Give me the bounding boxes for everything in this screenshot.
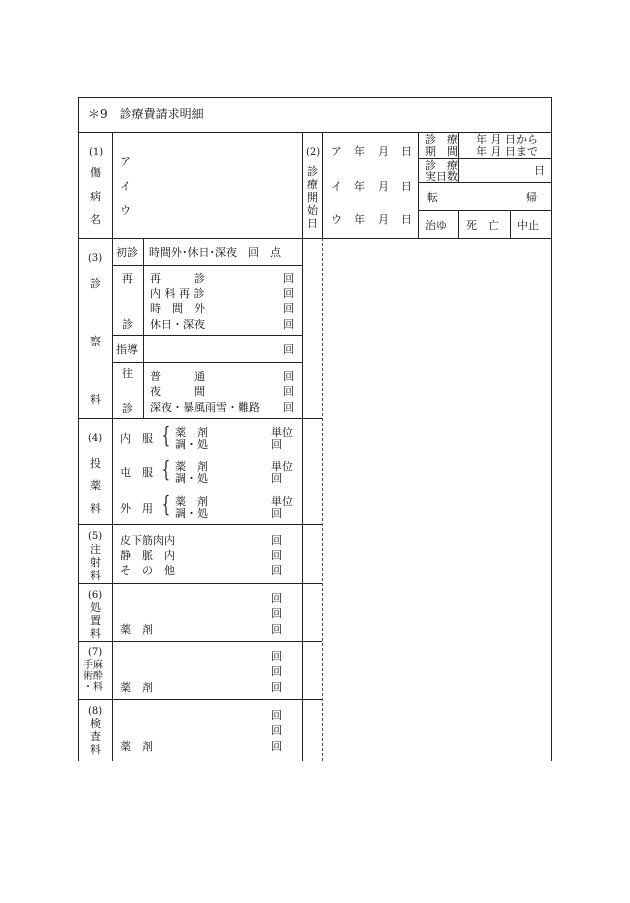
start-date-year[interactable]: 年: [354, 145, 365, 158]
treatment-label-char: 料: [90, 627, 101, 640]
form-title: ＊9 診療費請求明細: [88, 107, 204, 121]
outcome-discontinued[interactable]: 中止: [517, 219, 539, 232]
detail-column-divider: [302, 238, 303, 761]
medication-item: 薬 剤: [175, 426, 208, 439]
medication-item: 薬 剤: [175, 495, 208, 508]
revisit-count-unit[interactable]: 回: [283, 287, 294, 300]
start-date-month[interactable]: 月: [378, 213, 389, 226]
start-date-day[interactable]: 日: [401, 180, 412, 193]
period-to[interactable]: 年 月 日まで: [476, 145, 538, 158]
first-visit-text[interactable]: 時間外･休日･深夜 回 点: [149, 246, 281, 259]
consult-label-char: 診: [90, 277, 101, 290]
brace-icon: {: [161, 424, 171, 449]
start-date-day[interactable]: 日: [401, 213, 412, 226]
start-date-year[interactable]: 年: [354, 180, 365, 193]
days-label: 実日数: [425, 170, 458, 183]
start-date-label-char: 診: [307, 165, 318, 178]
start-date-month[interactable]: 月: [378, 180, 389, 193]
exam-count-unit[interactable]: 回: [271, 724, 282, 737]
medication-label-number: (4): [88, 433, 103, 444]
home-visit-label: 診: [122, 402, 133, 415]
period-row-line-3: [418, 210, 551, 211]
start-date-prefix: ウ: [331, 213, 342, 226]
start-date-prefix: イ: [331, 180, 342, 193]
disease-label-number: (1): [89, 147, 104, 158]
treatment-count-unit[interactable]: 回: [271, 592, 282, 605]
medication-item: 調・処: [175, 438, 208, 451]
medication-label-char: 投: [90, 457, 101, 470]
disease-label-divider: [112, 132, 113, 238]
period-from[interactable]: 年 月 日から: [476, 133, 538, 146]
brace-icon: {: [161, 493, 171, 518]
medication-unit[interactable]: 単位: [271, 460, 293, 473]
revisit-label: 再: [122, 272, 133, 285]
home-visit-item: 普 通: [150, 370, 205, 383]
injection-label-char: 注: [90, 543, 101, 556]
home-visit-label: 往: [122, 367, 133, 380]
injection-item: 皮下筋肉内: [120, 534, 175, 547]
surgery-label-number: (7): [88, 647, 103, 658]
section-boundary-line: [78, 641, 322, 642]
surgery-count-unit[interactable]: 回: [271, 665, 282, 678]
disease-item-a[interactable]: ア: [120, 155, 131, 168]
consult-label-number: (3): [88, 253, 103, 264]
start-date-label-char: 開: [307, 191, 318, 204]
disease-item-u[interactable]: ウ: [120, 204, 131, 217]
medication-group-name: 屯 服: [120, 466, 153, 479]
medication-label-char: 料: [90, 502, 101, 515]
injection-item: そ の 他: [120, 564, 175, 577]
revisit-item: 内 科 再 診: [150, 287, 205, 300]
injection-item: 静 脈 内: [120, 549, 175, 562]
surgery-count-unit[interactable]: 回: [271, 681, 282, 694]
disease-date-divider: [302, 132, 303, 238]
date-label-divider: [322, 132, 323, 238]
medication-item: 調・処: [175, 472, 208, 485]
date-period-divider: [418, 132, 419, 238]
medication-group-name: 外 用: [120, 502, 153, 515]
outcome-cured[interactable]: 治ゆ: [425, 219, 447, 232]
start-date-label-char: 日: [307, 217, 318, 230]
consult-label-char: 察: [90, 335, 101, 348]
injection-count-unit[interactable]: 回: [271, 549, 282, 562]
injection-label-char: 射: [90, 556, 101, 569]
diagnosis-row-bottom-line: [78, 238, 552, 239]
period-label-divider: [458, 132, 459, 182]
guidance-count-unit[interactable]: 回: [283, 343, 294, 356]
medication-unit[interactable]: 回: [271, 472, 282, 485]
surgery-drug: 薬 剤: [120, 681, 153, 694]
medication-item: 調・処: [175, 507, 208, 520]
home-visit-item: 夜 間: [150, 385, 205, 398]
outcome-divider-2: [510, 210, 511, 238]
start-date-label-char: 始: [307, 204, 318, 217]
medication-unit[interactable]: 単位: [271, 426, 293, 439]
exam-label-char: 査: [90, 730, 101, 743]
disease-label-char: 名: [90, 213, 101, 226]
frame-top-line: [78, 97, 552, 98]
treatment-label-number: (6): [88, 590, 103, 601]
disease-item-i[interactable]: イ: [120, 180, 131, 193]
start-date-label-number: (2): [306, 147, 321, 158]
brace-icon: {: [161, 458, 171, 483]
medication-unit[interactable]: 回: [271, 438, 282, 451]
start-date-year[interactable]: 年: [354, 213, 365, 226]
surgery-count-unit[interactable]: 回: [271, 650, 282, 663]
start-date-prefix: ア: [331, 145, 342, 158]
outcome-died[interactable]: 死 亡: [466, 219, 499, 232]
consult-label-char: 料: [90, 393, 101, 406]
treatment-label-char: 置: [90, 614, 101, 627]
exam-label-char: 検: [90, 717, 101, 730]
exam-label-char: 料: [90, 743, 101, 756]
section-boundary-line: [78, 699, 322, 700]
injection-label-char: 料: [90, 569, 101, 582]
consult-row-line: [112, 335, 302, 336]
disease-label-char: 病: [90, 190, 101, 203]
days-unit: 日: [534, 164, 545, 177]
exam-count-unit[interactable]: 回: [271, 709, 282, 722]
treatment-count-unit[interactable]: 回: [271, 607, 282, 620]
revisit-item: 休日・深夜: [150, 318, 205, 331]
outcome-divider-1: [458, 210, 459, 238]
exam-count-unit[interactable]: 回: [271, 740, 282, 753]
exam-label-number: (8): [88, 706, 103, 717]
revisit-item: 再 診: [150, 272, 205, 285]
home-visit-item: 深夜・暴風雨雪・難路: [150, 401, 260, 414]
category-label-divider: [112, 238, 113, 761]
start-date-day[interactable]: 日: [401, 145, 412, 158]
treatment-drug: 薬 剤: [120, 623, 153, 636]
home-visit-count-unit[interactable]: 回: [283, 370, 294, 383]
dashed-column-divider: [322, 238, 323, 761]
medication-unit[interactable]: 単位: [271, 495, 293, 508]
frame-right-line: [551, 97, 552, 761]
injection-count-unit[interactable]: 回: [271, 564, 282, 577]
revisit-count-unit[interactable]: 回: [283, 302, 294, 315]
treatment-label-char: 処: [90, 601, 101, 614]
start-date-label-char: 療: [307, 178, 318, 191]
home-visit-count-unit[interactable]: 回: [283, 385, 294, 398]
consult-row-line: [112, 265, 302, 266]
revisit-item: 時 間 外: [150, 302, 205, 315]
exam-drug: 薬 剤: [120, 740, 153, 753]
medication-group-name: 内 服: [120, 432, 153, 445]
medication-item: 薬 剤: [175, 460, 208, 473]
section-boundary-line: [78, 418, 322, 419]
treatment-count-unit[interactable]: 回: [271, 623, 282, 636]
frame-left-line: [78, 97, 79, 761]
medication-label-char: 薬: [90, 479, 101, 492]
surgery-label-line: 術酔: [83, 671, 103, 682]
outcome-label: 転: [427, 191, 438, 204]
period-label: 診 療: [425, 133, 458, 146]
outcome-label: 帰: [526, 191, 537, 204]
period-label: 期 間: [425, 145, 458, 158]
revisit-count-unit[interactable]: 回: [283, 318, 294, 331]
section-boundary-line: [78, 583, 322, 584]
section-boundary-line: [78, 524, 322, 525]
surgery-label-line: 手麻: [83, 660, 103, 671]
injection-label-number: (5): [88, 531, 103, 542]
surgery-label-line: ・料: [83, 682, 103, 693]
home-visit-count-unit[interactable]: 回: [283, 401, 294, 414]
revisit-label: 診: [122, 318, 133, 331]
first-visit-label: 初診: [116, 246, 138, 259]
injection-count-unit[interactable]: 回: [271, 534, 282, 547]
start-date-month[interactable]: 月: [378, 145, 389, 158]
days-label: 診 療: [425, 159, 458, 172]
revisit-count-unit[interactable]: 回: [283, 272, 294, 285]
disease-label-char: 傷: [90, 166, 101, 179]
guidance-label: 指導: [116, 343, 138, 356]
medication-unit[interactable]: 回: [271, 507, 282, 520]
consult-row-line: [112, 362, 302, 363]
